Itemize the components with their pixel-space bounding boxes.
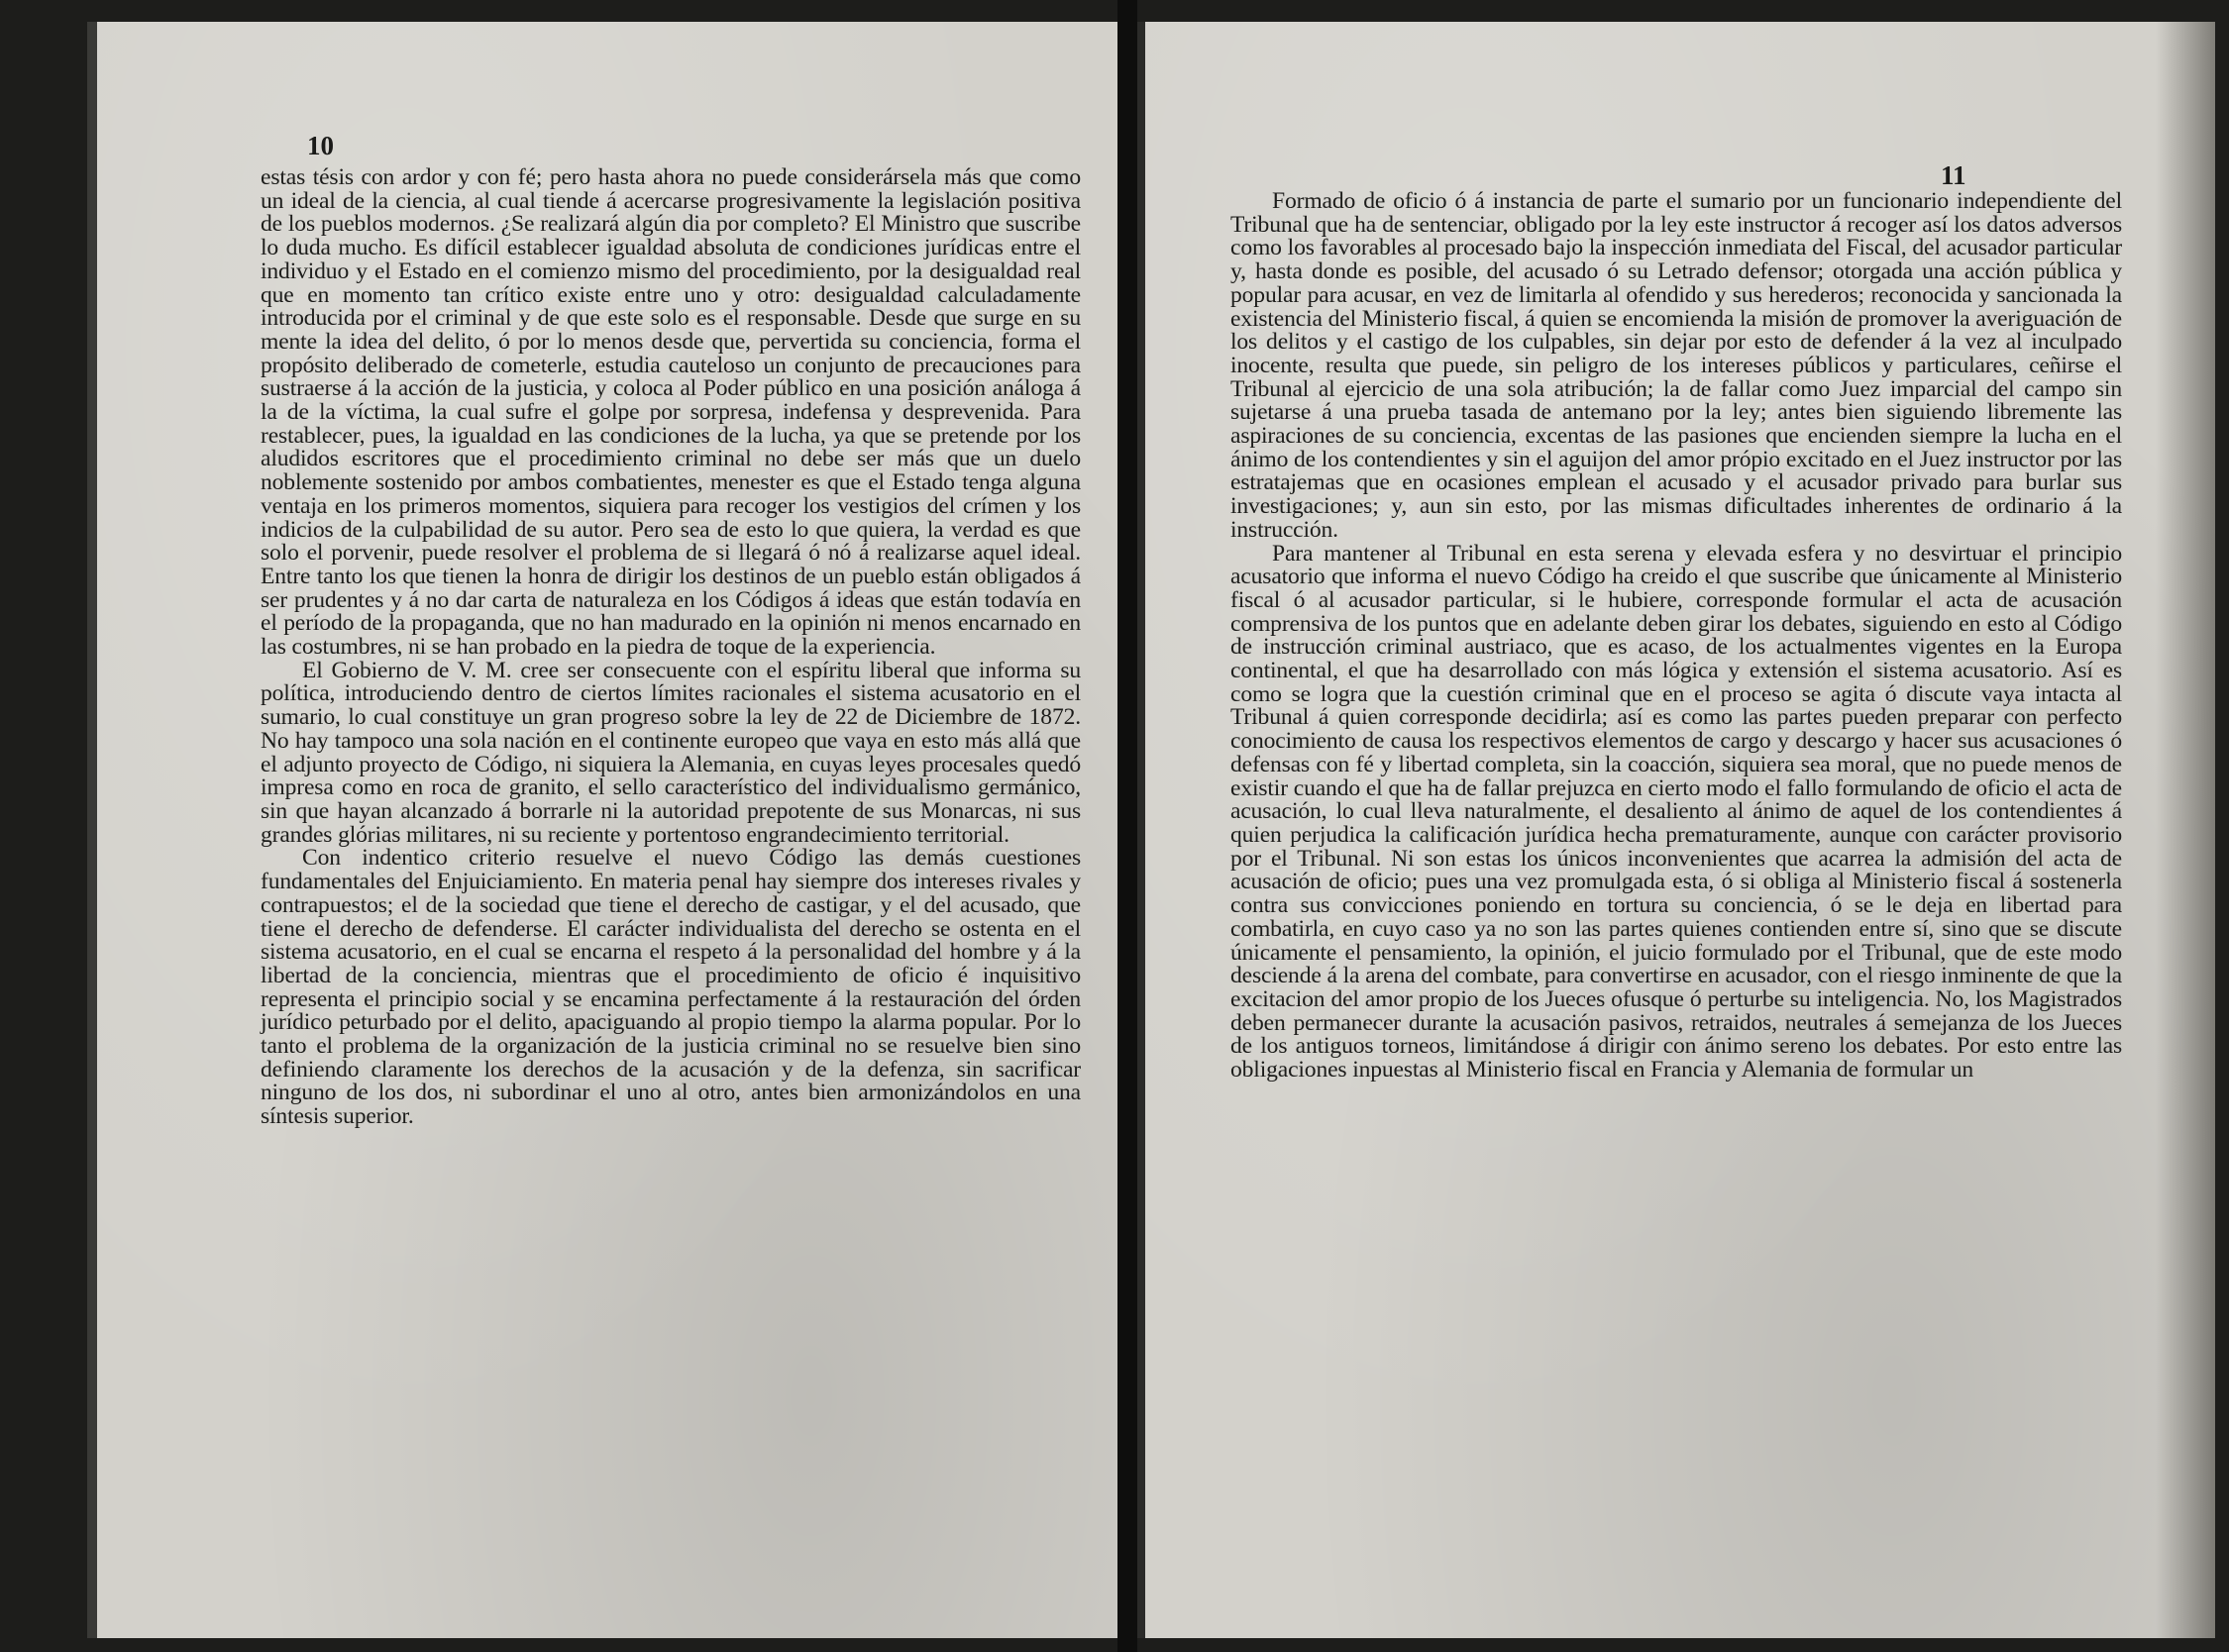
page-edge-shadow <box>2156 22 2215 1638</box>
right-page-text <box>1230 190 2122 1083</box>
paragraph: Formado de oficio ó á instancia de parte el sumario por un funcionario independiente del Tribunal que ha de sentenciar, obligado por la ley este instructor á recoger así los datos adversos como los favorables al procesado bajo la inspección inmediata del Fiscal, del acusador particular y, hasta donde es posible, del acusado ó su Letrado defensor; otorgada una acción pública y popular para acusar, en vez de limitarla al ofendido y sus herederos; reconocida y sancionada la existencia del Ministerio fiscal, á quien se encomienda la misión de promover la averiguación de los delitos y el castigo de los culpables, sin dejar por esto de defender á la vez al inculpado inocente, resulta que puede, sin peligro de los intereses públicos y particulares, ceñirse el Tribunal al ejercicio de una sola atribución; la de fallar como Juez imparcial del campo sin sujetarse á una prueba tasada de antemano por la ley; antes bien siguiendo libremente las aspiraciones de su conciencia, excentas de las pasiones que encienden siempre la lucha en el ánimo de los contendientes y sin el aguijon del amor própio excitado en el Juez instructor por las estratajemas que en ocasiones emplean el acusado y el acusador privado para burlar sus investigaciones; y, aun sin esto, por las mismas dificultades inherentes de ordinario á la instrucción. <box>1230 188 2122 543</box>
page-number: 11 <box>1941 160 1966 190</box>
paragraph: Con indentico criterio resuelve el nuevo Código las demás cuestiones fundamentales del Enjuiciamiento. En materia penal hay siempre dos intereses rivales y contrapuestos; el de la sociedad que tiene el derecho de castigar, y el del acusado, que tiene el derecho de defenderse. El carácter individualista del derecho se ostenta en el sistema acusatorio, en el cual se encarna el respeto á la personalidad del hombre y á la libertad de la conciencia, mientras que el procedimiento de oficio é inquisitivo representa el principio social y se encamina perfectamente á la restauración del órden jurídico peturbado por el delito, apaciguando al propio tiempo la alarma popular. Por lo tanto el problema de la organización de la justicia criminal no se resuelve bien sino definiendo claramente los derechos de la acusación y de la defenza, sin sacrificar ninguno de los dos, ni subordinar el uno al otro, antes bien armonizándolos en una síntesis superior. <box>261 845 1081 1130</box>
page-number: 10 <box>307 131 334 160</box>
book-gutter <box>1117 0 1137 1652</box>
paragraph: Para mantener al Tribunal en esta serena y elevada esfera y no desvirtuar el principio acusatorio que informa el nuevo Código ha creido el que suscribe que únicamente al Ministerio fiscal ó al acusador particular, si le hubiere, corresponde formular el acta de acusación comprensiva de los puntos que en adelante deben girar los debates, siguiendo en esto al Código de instrucción criminal austriaco, que es acaso, de los actualmentes vigentes en la Europa continental, el que ha desarrollado con más lógica y extensión el sistema acusatorio. Así es como se logra que la cuestión criminal que en el proceso se agita ó discute vaya intacta al Tribunal á quien corresponde decidirla; así es como las partes pueden preparar con perfecto conocimiento de causa los respectivos elementos de cargo y descargo y hacer sus acusaciones ó defensas con fé y libertad completa, sin la coacción, siquiera sea moral, que no puede menos de existir cuando el que ha de fallar prejuzca en cierto modo el fallo formulando de oficio el acta de acusación, lo cual lleva naturalmente, el desaliento al ánimo de aquel de los contendientes á quien perjudica la calificación jurídica hecha prematuramente, aunque con carácter provisorio por el Tribunal. Ni son estas los únicos inconvenientes que acarrea la admisión del acta de acusación de oficio; pues una vez promulgada esta, ó si obliga al Ministerio fiscal á sostenerla contra sus convicciones poniendo en tortura su conciencia, ó se le deja en libertad para combatirla, en cuyo caso ya no son las partes quienes contienden entre sí, sino que se discute únicamente el pensamiento, la opinión, el juicio formulado por el Tribunal, que de este modo desciende á la arena del combate, para convertirse en acusador, con el riesgo inminente de que la excitacion del amor propio de los Jueces ofusque ó perturbe su inteligencia. No, los Magistrados deben permanecer durante la acusación pasivos, retraidos, neutrales á semejanza de los Jueces de los antiguos torneos, limitándose á dirigir con ánimo sereno los debates. Por esto entre las obligaciones inpuestas al Ministerio fiscal en Francia y Alemania de formular un <box>1230 540 2122 1084</box>
left-page-text <box>261 166 1081 1129</box>
paragraph: El Gobierno de V. M. cree ser consecuente con el espíritu liberal que informa su política, introduciendo dentro de ciertos límites racionales el sistema acusatorio en el sumario, lo cual constituye un gran progreso sobre la ley de 22 de Diciembre de 1872. No hay tampoco una sola nación en el continente europeo que vaya en esto más allá que el adjunto proyecto de Código, ni siquiera la Alemania, en cuyas leyes procesales quedó impresa como en roca de granito, el sello característico del individualismo germánico, sin que hayan alcanzado á borrarle ni la autoridad prepotente de sus Monarcas, ni sus grandes glórias militares, ni su reciente y portentoso engrandecimiento territorial. <box>261 657 1081 848</box>
left-page <box>87 22 1117 1638</box>
paragraph: estas tésis con ardor y con fé; pero hasta ahora no puede considerársela más que como un ideal de la ciencia, al cual tiende á acercarse progresivamente la legislación positiva de los pueblos modernos. ¿Se realizará algún dia por completo? El Ministro que suscribe lo duda mucho. Es difícil establecer igualdad absoluta de condiciones jurídicas entre el individuo y el Estado en el comienzo mismo del procedimiento, por la desigualdad real que en momento tan crítico existe entre uno y otro: desigualdad calculadamente introducida por el criminal y de que este solo es el responsable. Desde que surge en su mente la idea del delito, ó por lo menos desde que, pervertida su conciencia, forma el propósito deliberado de cometerle, estudia cauteloso un conjunto de precauciones para sustraerse á la acción de la justicia, y coloca al Poder público en una posición análoga á la de la víctima, la cual sufre el golpe por sorpresa, indefensa y desprevenida. Para restablecer, pues, la igualdad en las condiciones de la lucha, ya que se pretende por los aludidos escritores que el procedimiento criminal no debe ser más que un duelo noblemente sostenido por ambos combatientes, menester es que el Estado tenga alguna ventaja en los primeros momentos, siquiera para recoger los vestigios del crímen y los indicios de la culpabilidad de su autor. Pero sea de esto lo que quiera, la verdad es que solo el porvenir, puede resolver el problema de si llegará ó nó á realizarse aquel ideal. Entre tanto los que tienen la honra de dirigir los destinos de un pueblo están obligados á ser prudentes y á no dar carta de naturaleza en los Códigos á ideas que están todavía en el período de la propaganda, que no han madurado en la opinión ni menos encarnado en las costumbres, ni se han probado en la piedra de toque de la experiencia. <box>261 164 1081 661</box>
right-page <box>1137 22 2215 1638</box>
